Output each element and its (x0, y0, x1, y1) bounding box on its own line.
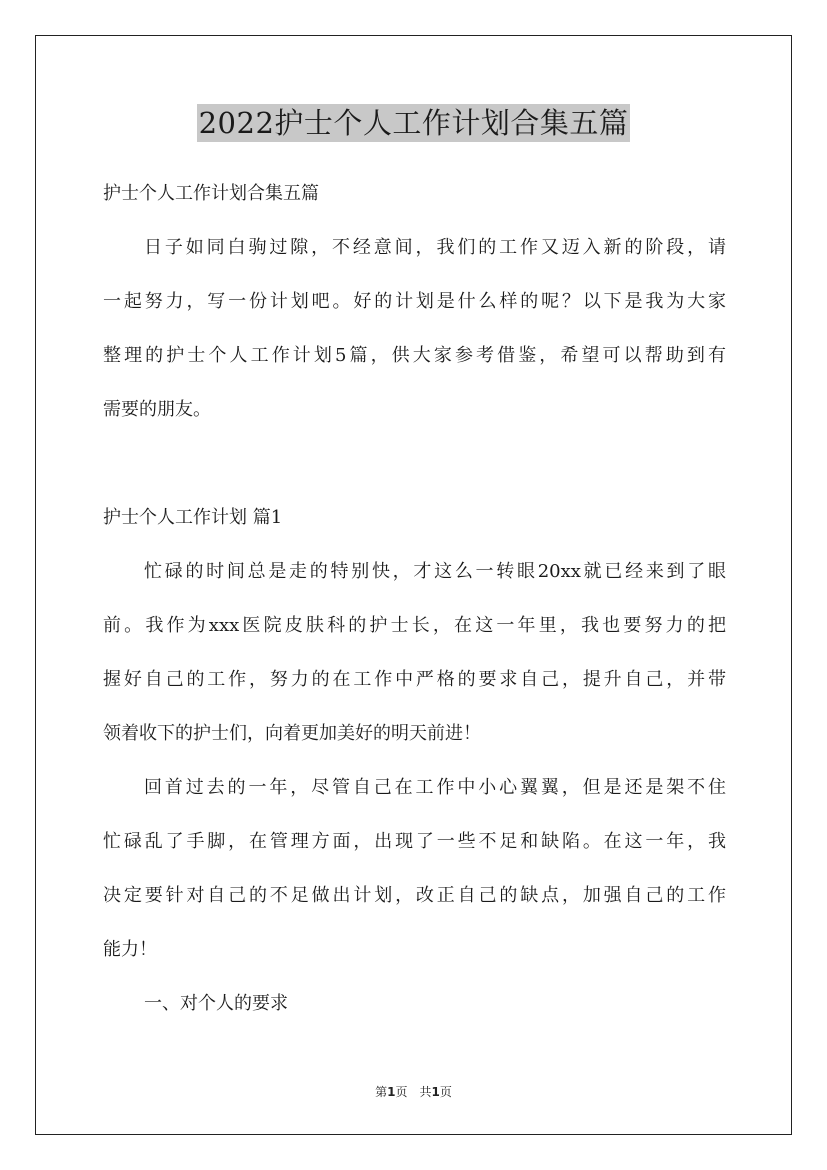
paragraph-line: 决定要针对自己的不足做出计划，改正自己的缺点，加强自己的工作 (103, 885, 726, 906)
document-title: 2022护士个人工作计划合集五篇 (198, 106, 629, 140)
footer-page-number: 1 (387, 1085, 396, 1099)
list-heading: 一、对个人的要求 (144, 993, 288, 1014)
footer-total-suffix: 页 (439, 1085, 452, 1099)
paragraph-line: 一起努力，写一份计划吧。好的计划是什么样的呢？以下是我为大家 (103, 291, 726, 312)
paragraph-line: 回首过去的一年，尽管自己在工作中小心翼翼，但是还是架不住 (144, 777, 726, 798)
paragraph-line: 前。我作为xxx医院皮肤科的护士长，在这一年里，我也要努力的把 (103, 615, 726, 636)
paragraph-line: 忙碌乱了手脚，在管理方面，出现了一些不足和缺陷。在这一年，我 (103, 831, 726, 852)
footer-page-suffix: 页 (395, 1085, 408, 1099)
paragraph-line: 整理的护士个人工作计划5篇，供大家参考借鉴，希望可以帮助到有 (103, 345, 726, 366)
section-heading: 护士个人工作计划合集五篇 (103, 183, 319, 204)
section-heading: 护士个人工作计划 篇1 (103, 507, 283, 528)
paragraph-line: 领着收下的护士们，向着更加美好的明天前进！ (103, 723, 481, 744)
paragraph-line: 忙碌的时间总是走的特别快，才这么一转眼20xx就已经来到了眼 (144, 561, 726, 582)
paragraph-line: 需要的朋友。 (103, 399, 211, 420)
paragraph-line: 能力！ (103, 939, 157, 960)
footer-total-prefix: 共 (419, 1085, 432, 1099)
page-footer (0, 1084, 827, 1100)
footer-total-number: 1 (431, 1085, 440, 1099)
title-container (0, 104, 827, 142)
footer-page-prefix: 第 (375, 1085, 388, 1099)
paragraph-line: 日子如同白驹过隙，不经意间，我们的工作又迈入新的阶段，请 (144, 237, 726, 258)
paragraph-line: 握好自己的工作，努力的在工作中严格的要求自己，提升自己，并带 (103, 669, 726, 690)
